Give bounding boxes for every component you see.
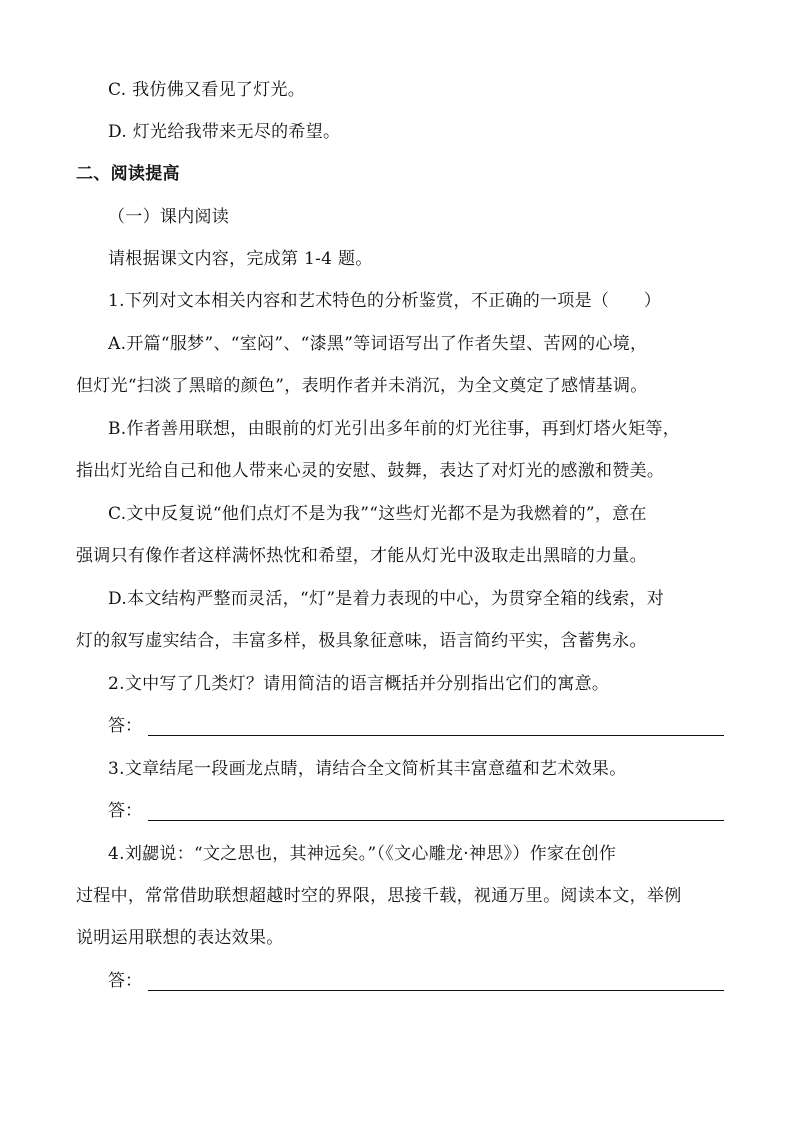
answer-label: 答： <box>108 801 142 821</box>
question-2-answer-row[interactable] <box>108 715 724 739</box>
question-1-option-b-line1: B.作者善用联想，由眼前的灯光引出多年前的灯光往事，再到灯塔火矩等， <box>108 419 681 439</box>
question-4-line3: 说明运用联想的表达效果。 <box>76 928 284 948</box>
question-1-option-b-line2: 指出灯光给自己和他人带来心灵的安慰、鼓舞，表达了对灯光的感激和赞美。 <box>76 461 665 481</box>
question-4-line1: 4.刘勰说：“文之思也，其神远矣。”（《文心雕龙·神思》）作家在创作 <box>108 844 617 864</box>
answer-line[interactable] <box>148 820 724 821</box>
section-title: 二、阅读提高 <box>76 164 180 184</box>
answer-label: 答： <box>108 716 142 736</box>
question-1-option-c-line1: C.文中反复说“他们点灯不是为我”“这些灯光都不是为我燃着的”，意在 <box>108 504 647 524</box>
question-1-stem: 1.下列对文本相关内容和艺术特色的分析鉴赏，不正确的一项是（ ） <box>108 291 662 311</box>
subsection-title: （一）课内阅读 <box>108 207 230 227</box>
question-4-line2: 过程中，常常借助联想超越时空的界限，思接千载，视通万里。阅读本文，举例 <box>76 886 682 906</box>
question-2-stem: 2.文中写了几类灯？请用简洁的语言概括并分别指出它们的寓意。 <box>108 674 610 694</box>
question-3-stem: 3.文章结尾一段画龙点睛，请结合全文简析其丰富意蕴和艺术效果。 <box>108 759 627 779</box>
instruction-text: 请根据课文内容，完成第 1-4 题。 <box>108 249 373 269</box>
question-1-option-c-line2: 强调只有像作者这样满怀热忱和希望，才能从灯光中汲取走出黑暗的力量。 <box>76 546 647 566</box>
answer-label: 答： <box>108 971 142 991</box>
question-1-option-a-line2: 但灯光“扫淡了黑暗的颜色”，表明作者并未消沉，为全文奠定了感情基调。 <box>76 376 648 396</box>
question-1-option-a-line1: A.开篇“服梦”、“室闷”、“漆黑”等词语写出了作者失望、苦网的心境， <box>108 334 648 354</box>
question-4-answer-row[interactable] <box>108 970 724 994</box>
question-1-option-d-line1: D.本文结构严整而灵活，“灯”是着力表现的中心，为贯穿全箱的线索，对 <box>108 589 665 609</box>
answer-line[interactable] <box>148 735 724 736</box>
option-d-prev: D. 灯光给我带来无尽的希望。 <box>108 122 341 142</box>
answer-line[interactable] <box>148 990 724 991</box>
option-c-prev: C. 我仿佛又看见了灯光。 <box>108 80 306 100</box>
question-3-answer-row[interactable] <box>108 800 724 824</box>
question-1-option-d-line2: 灯的叙写虚实结合，丰富多样，极具象征意味，语言简约平实，含蓄隽永。 <box>76 631 647 651</box>
